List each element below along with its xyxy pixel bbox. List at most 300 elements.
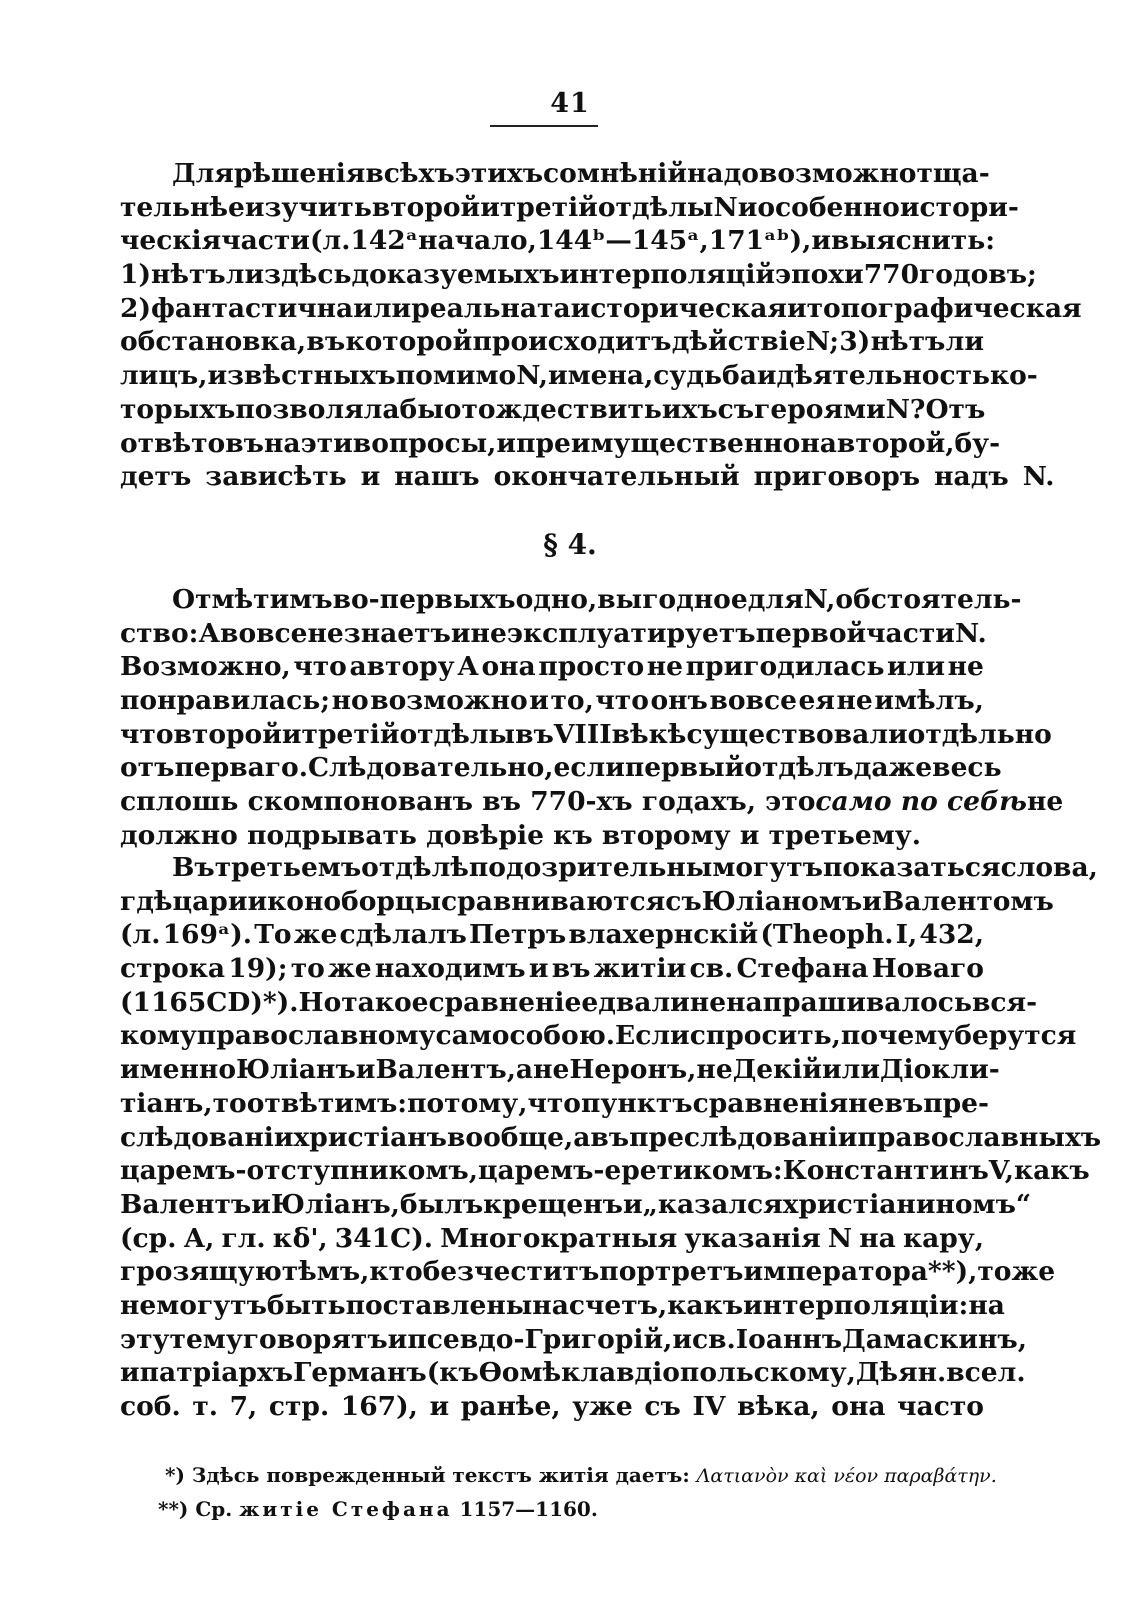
word: особенно	[757, 191, 900, 223]
text-line	[120, 851, 1098, 885]
text-line	[120, 1323, 1027, 1357]
word: само	[435, 1020, 510, 1052]
word: что	[120, 718, 174, 750]
word: надо	[687, 158, 759, 189]
word: А,	[183, 1222, 215, 1254]
word: и	[496, 427, 517, 459]
word: могутъ	[712, 852, 823, 883]
word: та	[537, 292, 571, 324]
word: кому	[120, 1020, 197, 1052]
word: N,	[803, 584, 836, 615]
word: она	[831, 1391, 886, 1422]
text-line	[120, 650, 984, 684]
word: IV	[692, 1391, 726, 1422]
text-line	[120, 191, 1019, 225]
word: нашъ	[394, 461, 480, 493]
word: 145ᵃ,	[631, 225, 709, 257]
word: существовали	[686, 718, 908, 750]
word: 770	[863, 259, 920, 291]
word: То	[254, 919, 292, 951]
word: не	[696, 1054, 733, 1086]
word: влахернскій	[568, 919, 759, 951]
word: пре-	[923, 1087, 989, 1119]
text-line	[120, 1019, 1077, 1053]
text-line	[120, 1222, 984, 1256]
text-line	[120, 718, 1052, 752]
word: дѣятельность	[776, 360, 990, 392]
word: Стефана	[736, 953, 869, 985]
word: отождествить	[443, 393, 662, 425]
word: эти	[300, 427, 353, 459]
word: житіи	[593, 953, 687, 985]
word: царемъ-отступникомъ,	[120, 1155, 478, 1187]
word: истори-	[899, 191, 1019, 223]
word: второй,	[836, 427, 955, 459]
word: и	[528, 953, 549, 985]
word: нѣтъ	[150, 259, 226, 291]
footnote-1-greek: Λατιανὸν καὶ νέον παραβάτην.	[696, 1465, 997, 1487]
word: въ	[306, 326, 346, 358]
word: 144ᵇ	[536, 225, 606, 257]
word: тща-	[916, 158, 990, 189]
word: отдѣлѣ	[361, 852, 469, 883]
word: лицъ,	[120, 360, 208, 392]
word: и	[251, 1188, 271, 1220]
word: Отъ	[925, 393, 986, 425]
word: ческія	[120, 225, 222, 257]
word: указанія	[684, 1222, 821, 1254]
word: безчеститъ	[422, 1256, 600, 1288]
word: здѣсь	[264, 259, 352, 291]
word: то,	[550, 685, 594, 717]
word: вѣкѣ	[611, 718, 687, 750]
word: историческая	[570, 292, 787, 324]
word: какъ	[1013, 1155, 1090, 1187]
word: крещенъ	[483, 1188, 623, 1220]
page-number-rule	[490, 125, 598, 127]
word: православному	[196, 1020, 436, 1052]
word: рѣшенія	[233, 158, 366, 189]
word: героями	[754, 393, 886, 425]
word: Дамаскинъ,	[842, 1323, 1027, 1355]
word: гл.	[221, 1222, 266, 1254]
word: N?	[885, 393, 926, 425]
word: „казался	[642, 1188, 783, 1220]
text-line	[120, 1154, 1090, 1188]
word: собою.	[509, 1020, 616, 1052]
word: части	[221, 225, 310, 257]
word: третій	[301, 718, 400, 750]
page-number: 41	[550, 88, 590, 119]
text-line	[120, 1121, 1102, 1155]
word: св.	[689, 953, 734, 985]
word: отдѣлъ	[744, 752, 854, 784]
text-line	[120, 986, 1038, 1020]
word: не	[947, 651, 984, 683]
word: не	[836, 685, 873, 717]
word: и	[756, 360, 777, 392]
word: Валентъ,	[375, 1054, 516, 1086]
word: Діокли-	[879, 1054, 1000, 1086]
word: на	[263, 427, 301, 459]
word: счетъ,	[568, 1289, 668, 1321]
word: Дѣян.	[855, 1357, 947, 1389]
word: этихъ	[454, 158, 544, 189]
word: говорятъ	[242, 1323, 388, 1355]
text-line	[120, 1087, 989, 1121]
footnote-2	[120, 1493, 984, 1526]
word: (Theoph.	[760, 919, 894, 951]
word: и	[360, 461, 381, 493]
word: эпохи	[775, 259, 864, 291]
word: Новаго	[871, 953, 984, 985]
word: даже	[853, 752, 933, 784]
word: извѣстныхъ	[207, 360, 396, 392]
word: сравниваются	[441, 885, 666, 917]
word: въ	[590, 1121, 630, 1153]
word: пунктъ	[580, 1087, 693, 1119]
word: кто	[369, 1256, 423, 1288]
word: 142ᵃ	[350, 225, 419, 257]
word: кару,	[902, 1222, 984, 1254]
word: не	[307, 617, 344, 649]
word: ко-	[989, 360, 1038, 392]
word: Въ	[172, 852, 215, 883]
text-line	[120, 684, 984, 718]
word: первый	[624, 752, 745, 784]
word: I,	[895, 919, 918, 951]
word: окончательный	[493, 461, 740, 493]
footnote-2-spaced: житіе Стефана	[239, 1497, 453, 1521]
text-line	[120, 785, 1064, 819]
word: и	[387, 1323, 408, 1355]
word: годовъ;	[919, 259, 1037, 291]
word: зависѣть	[205, 461, 347, 493]
word: фантастична	[150, 292, 354, 324]
text-line	[120, 258, 1037, 292]
word: Юліаномъ	[701, 885, 863, 917]
text-line	[120, 885, 1054, 919]
word: 2)	[120, 292, 151, 324]
text-segment: должно подрывать довѣріе къ второму и третьему.	[120, 819, 921, 851]
word: детъ	[120, 461, 192, 493]
word: отдѣльно	[907, 718, 1052, 750]
italic-emphasis: само по себѣ	[815, 786, 1027, 818]
word: Германъ	[293, 1357, 427, 1389]
word: сдѣлалъ	[339, 919, 467, 951]
word: то	[212, 1087, 247, 1119]
word: такое	[341, 986, 429, 1018]
footnote-2-prefix: **) Ср.	[158, 1497, 233, 1521]
word: Юліанъ,	[270, 1188, 400, 1220]
word: слова,	[1000, 852, 1098, 883]
word: соб.	[120, 1391, 181, 1422]
footnote-1-text: *) Здѣсь поврежденный текстъ житія даетъ:	[165, 1463, 690, 1487]
word: обстановка,	[120, 326, 307, 358]
word: отдѣлы	[399, 718, 516, 750]
word: тоже	[977, 1256, 1056, 1288]
word: ли	[945, 326, 984, 358]
word: V,	[988, 1155, 1014, 1187]
word: интерполяцій	[559, 259, 776, 291]
word: православныхъ	[857, 1121, 1102, 1153]
word: изучить	[244, 191, 372, 223]
word: имѣлъ,	[874, 685, 984, 717]
text-line	[120, 157, 990, 191]
word: весь	[932, 752, 1002, 784]
word: интерполяціи:	[743, 1289, 969, 1321]
word: Но	[298, 986, 342, 1018]
word: VIII	[553, 718, 612, 750]
word: Ѳомѣ	[478, 1357, 562, 1389]
word: вовсе	[709, 685, 797, 717]
word: N	[713, 191, 738, 223]
word: и	[450, 617, 471, 649]
word: отвѣтовъ	[120, 427, 264, 459]
word: а	[515, 1054, 534, 1086]
word: 167),	[340, 1391, 418, 1422]
word: Валентъ	[120, 1188, 252, 1220]
word: сравненія	[692, 1087, 849, 1119]
text-line	[120, 918, 984, 952]
word: N	[827, 1222, 853, 1254]
word: если	[553, 752, 625, 784]
word: ли	[225, 259, 265, 291]
text-line	[120, 617, 987, 651]
word: тему	[169, 1323, 243, 1355]
word: 432,	[919, 919, 984, 951]
paragraph-2	[120, 583, 1064, 853]
word: отъ	[120, 752, 175, 784]
word: клавдіопольскому,	[561, 1357, 856, 1389]
word: N;	[805, 326, 839, 358]
word: напрашивалось	[726, 986, 972, 1018]
word: и	[281, 718, 302, 750]
word: возможно	[758, 158, 917, 189]
text-line-last	[120, 460, 1055, 494]
word: доказуемыхъ	[351, 259, 560, 291]
text-line	[120, 1289, 1005, 1323]
word: знаетъ	[343, 617, 451, 649]
word: съ	[644, 1391, 681, 1422]
word: на	[532, 1289, 569, 1321]
word: дѣйствіе	[671, 326, 806, 358]
text-line	[120, 359, 1038, 393]
word: надъ	[934, 461, 1009, 493]
word: что	[595, 685, 649, 717]
word: приговоръ	[753, 461, 921, 493]
word: т.	[192, 1391, 218, 1422]
word: N,	[516, 360, 548, 392]
word: или	[887, 651, 946, 683]
word: на	[968, 1289, 1005, 1321]
word: не	[470, 617, 507, 649]
word: Для	[172, 158, 234, 189]
word: вообще,	[447, 1121, 574, 1153]
word: и	[811, 225, 832, 257]
word: уже	[572, 1391, 633, 1422]
word: ство:	[120, 617, 199, 649]
word: пригодилась	[685, 651, 885, 683]
word: отвѣтимъ:	[246, 1087, 408, 1119]
word: Декій	[732, 1054, 822, 1086]
word: ли	[651, 986, 690, 1018]
word: вопросы,	[352, 427, 497, 459]
word: Возможно,	[120, 651, 291, 683]
text-line	[120, 583, 1022, 617]
word: поставлены	[345, 1289, 533, 1321]
word: не	[120, 1289, 157, 1321]
word: и	[529, 685, 549, 717]
text-line	[120, 325, 984, 359]
word: κδ',	[272, 1222, 328, 1254]
word: всѣхъ	[365, 158, 455, 189]
word: N.	[1022, 461, 1055, 493]
word: Слѣдовательно,	[307, 752, 554, 784]
word: одно,	[515, 584, 598, 615]
word: Валентомъ	[881, 885, 1054, 917]
word: не	[689, 986, 727, 1018]
word: топографическая	[806, 292, 1082, 324]
text-segment: сплошь скомпонованъ въ 770-хъ годахъ, это	[120, 786, 816, 818]
word: и	[672, 1323, 692, 1355]
text-line	[120, 427, 1001, 461]
footnotes	[120, 1459, 997, 1526]
word: же	[328, 953, 372, 985]
word: именно	[120, 1054, 237, 1086]
text-line	[120, 751, 1002, 785]
word: **),	[927, 1256, 978, 1288]
word: вовсе	[220, 617, 308, 649]
word: псевдо-Григорій,	[407, 1323, 673, 1355]
word: же	[293, 919, 338, 951]
word: на	[800, 427, 837, 459]
word: просто	[538, 651, 645, 683]
text-line	[120, 1255, 1056, 1289]
word: Если	[615, 1020, 690, 1052]
word: сравненіе	[428, 986, 582, 1018]
paragraph-1	[120, 157, 1082, 494]
word: тѣмъ,	[281, 1256, 370, 1288]
word: на	[859, 1222, 896, 1254]
word: (1165CD)	[120, 986, 263, 1018]
word: сомнѣній	[543, 158, 688, 189]
word: не	[646, 651, 684, 683]
word: едва	[581, 986, 652, 1018]
word: —	[605, 225, 632, 257]
word: портретъ	[599, 1256, 744, 1288]
word: иконоборцы	[247, 885, 442, 917]
word: въ	[884, 1087, 924, 1119]
word: третій	[499, 191, 598, 223]
word: или	[821, 1054, 880, 1086]
word: часто	[897, 1391, 984, 1422]
word: Петръ	[469, 919, 567, 951]
footnote-1	[120, 1459, 997, 1493]
word: показаться	[822, 852, 1001, 883]
word: части	[866, 617, 955, 649]
word: (къ	[426, 1357, 479, 1389]
word: Неронъ,	[569, 1054, 697, 1086]
word: въ	[551, 953, 591, 985]
word: эксплуатируетъ	[506, 617, 756, 649]
word: преимущественно	[516, 427, 801, 459]
word: (л.	[309, 225, 351, 257]
word: христіанъ	[293, 1121, 448, 1153]
word: 1)	[120, 259, 151, 291]
word: второй	[371, 191, 481, 223]
text-line	[120, 1390, 984, 1424]
word: возможно	[370, 685, 528, 717]
word: ихъ	[661, 393, 718, 425]
word: и	[120, 1357, 140, 1389]
text-line	[120, 1053, 1000, 1087]
word: первой	[755, 617, 867, 649]
word: помимо	[395, 360, 517, 392]
word: что	[293, 651, 347, 683]
word: 19);	[228, 953, 288, 985]
word: 169ᵃ).	[162, 919, 253, 951]
word: или	[353, 292, 412, 324]
word: выяснить:	[831, 225, 995, 257]
word: тіанъ,	[120, 1087, 213, 1119]
word: 7,	[229, 1391, 258, 1422]
text-line	[120, 1188, 1032, 1222]
word: 341С).	[334, 1222, 433, 1254]
word: Іоаннъ	[735, 1323, 843, 1355]
text-line	[120, 952, 984, 986]
word: начало,	[418, 225, 537, 257]
word: императора	[743, 1256, 928, 1288]
word: Константинъ	[782, 1155, 989, 1187]
word: стр.	[268, 1391, 330, 1422]
word: понравилась;	[120, 685, 330, 717]
word: св.	[691, 1323, 736, 1355]
word: (ср.	[120, 1222, 177, 1254]
text-line-last	[120, 819, 984, 853]
word: то	[290, 953, 325, 985]
word: патріархъ	[139, 1357, 294, 1389]
word: отдѣлы	[597, 191, 714, 223]
word: тельнѣе	[120, 191, 245, 223]
word: судьба	[653, 360, 757, 392]
word: и	[786, 292, 807, 324]
word: но	[331, 685, 369, 717]
word: а	[573, 1121, 591, 1153]
word: онъ	[650, 685, 708, 717]
word: былъ	[399, 1188, 484, 1220]
word: и	[862, 885, 882, 917]
footnote-2-pages: 1157—1160.	[459, 1497, 598, 1521]
word: бы	[399, 393, 444, 425]
word: Юліанъ	[236, 1054, 356, 1086]
word: въ	[515, 718, 554, 750]
text-line	[120, 224, 995, 258]
word: нѣтъ	[870, 326, 946, 358]
word: всел.	[946, 1357, 1026, 1389]
word: царемъ-еретикомъ:	[477, 1155, 783, 1187]
word: Отмѣтимъ	[172, 584, 333, 615]
word: съ	[717, 393, 755, 425]
word: строка	[120, 953, 226, 985]
word: ранѣе,	[460, 1391, 561, 1422]
word: слѣдованіи	[120, 1121, 294, 1153]
word: *).	[262, 986, 299, 1018]
word: А	[457, 651, 479, 683]
word: цари	[172, 885, 248, 917]
word: и	[622, 1188, 643, 1220]
word: грозящую	[120, 1256, 282, 1288]
